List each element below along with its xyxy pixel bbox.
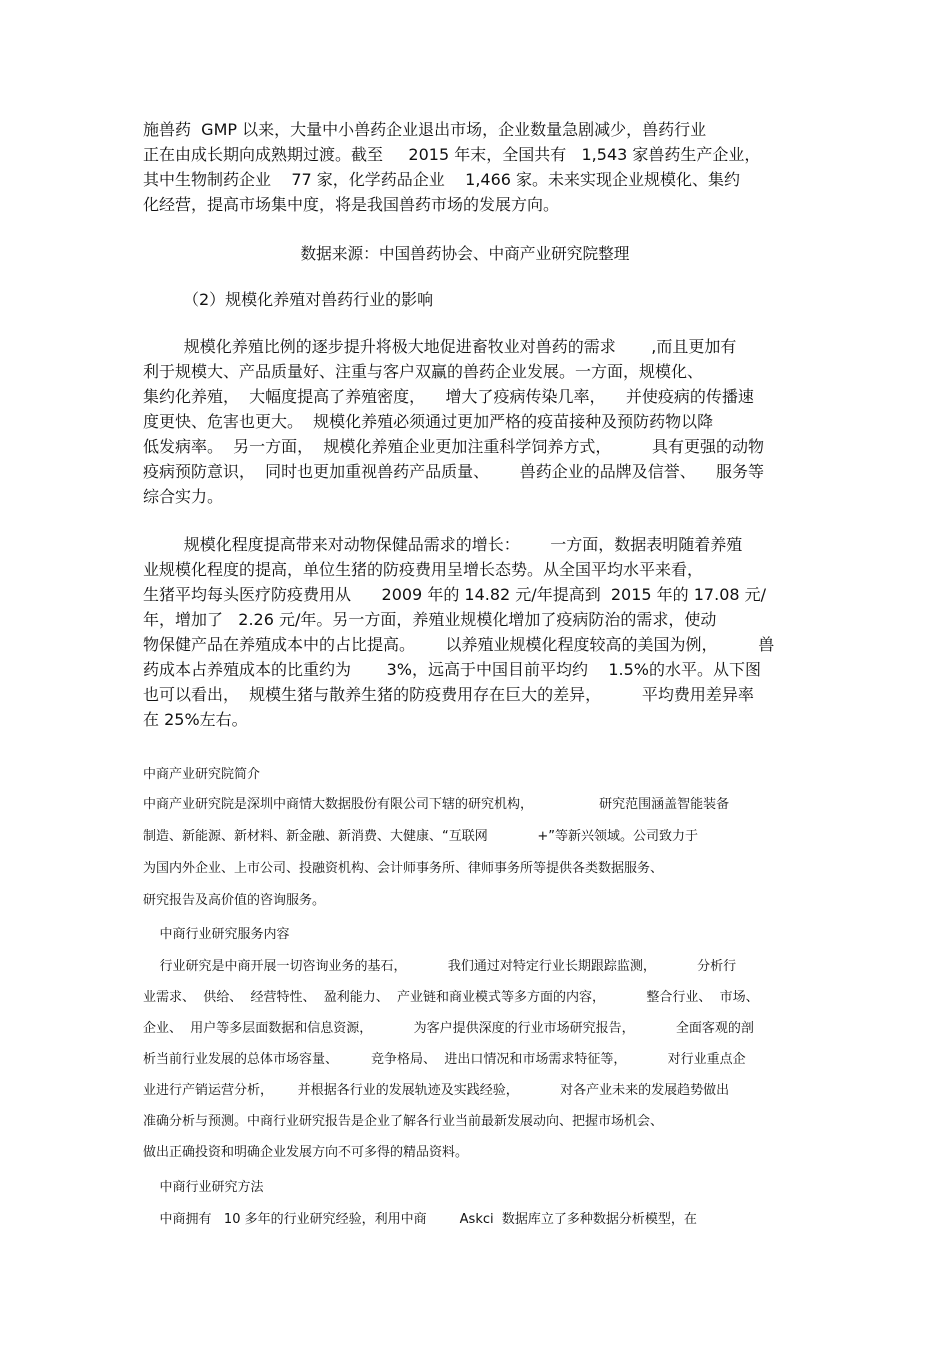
text-line: 正在由成长期向成熟期过渡。截至 2015 年末，全国共有 1,543 家兽药生产企业， xyxy=(143,145,761,164)
text-line: 利于规模大、产品质量好、注重与客户双赢的兽药企业发展。一方面，规模化、 xyxy=(143,362,704,381)
text-line: 年，增加了 2.26 元/年。另一方面，养殖业规模化增加了疫病防治的需求，使动 xyxy=(143,610,717,629)
section-heading: （2）规模化养殖对兽药行业的影响 xyxy=(183,290,434,309)
text-line: 综合实力。 xyxy=(143,487,224,506)
text-line: 物保健产品在养殖成本中的占比提高。 以养殖业规模化程度较高的美国为例， 兽 xyxy=(143,635,775,654)
text-line: 业进行产销运营分析， 并根据各行业的发展轨迹及实践经验， 对各产业未来的发展趋势做出 xyxy=(143,1083,730,1098)
text-line: 化经营，提高市场集中度，将是我国兽药市场的发展方向。 xyxy=(143,195,560,214)
institute-title: 中商产业研究院简介 xyxy=(143,767,261,782)
text-line: 集约化养殖， 大幅度提高了养殖密度， 增大了疫病传染几率， 并使疫病的传播速 xyxy=(143,387,754,406)
text-line: 疫病预防意识， 同时也更加重视兽药产品质量、 兽药企业的品牌及信誉、 服务等 xyxy=(143,462,765,481)
text-line: 中商产业研究院是深圳中商情大数据股份有限公司下辖的研究机构， 研究范围涵盖智能装备 xyxy=(143,797,730,812)
text-line: 其中生物制药企业 77 家，化学药品企业 1,466 家。未来实现企业规模化、集约 xyxy=(143,170,741,189)
text-line: 行业研究是中商开展一切咨询业务的基石， 我们通过对特定行业长期跟踪监测， 分析行 xyxy=(143,959,737,974)
text-line: 规模化程度提高带来对动物保健品需求的增长： 一方面，数据表明随着养殖 xyxy=(143,535,743,554)
text-line: 低发病率。 另一方面， 规模化养殖企业更加注重科学饲养方式， 具有更强的动物 xyxy=(143,437,765,456)
service-title: 中商行业研究服务内容 xyxy=(143,927,290,942)
text-line: 企业、 用户等多层面数据和信息资源， 为客户提供深度的行业市场研究报告， 全面客观的剖 xyxy=(143,1021,754,1036)
text-line: 在 25%左右。 xyxy=(143,710,248,729)
text-line: 做出正确投资和明确企业发展方向不可多得的精品资料。 xyxy=(143,1145,469,1160)
text-line: 度更快、危害也更大。 规模化养殖必须通过更加严格的疫苗接种及预防药物以降 xyxy=(143,412,714,431)
text-line: 也可以看出， 规模生猪与散养生猪的防疫费用存在巨大的差异， 平均费用差异率 xyxy=(143,685,754,704)
text-line: 中商拥有 10 多年的行业研究经验，利用中商 Askci 数据库立了多种数据分析模型，在 xyxy=(143,1212,697,1227)
text-line: 研究报告及高价值的咨询服务。 xyxy=(143,893,326,908)
text-line: 施兽药 GMP 以来，大量中小兽药企业退出市场，企业数量急剧减少，兽药行业 xyxy=(143,120,707,139)
text-line: 业规模化程度的提高，单位生猪的防疫费用呈增长态势。从全国平均水平来看， xyxy=(143,560,704,579)
text-line: 为国内外企业、上市公司、投融资机构、会计师事务所、律师事务所等提供各类数据服务、 xyxy=(143,861,664,876)
text-line: 规模化养殖比例的逐步提升将极大地促进畜牧业对兽药的需求 ,而且更加有 xyxy=(143,337,737,356)
text-line: 业需求、 供给、 经营特性、 盈利能力、 产业链和商业模式等多方面的内容， 整合行业、 市场、 xyxy=(143,990,759,1005)
text-line: 制造、新能源、新材料、新金融、新消费、大健康、“互联网 +”等新兴领域。公司致力于 xyxy=(143,829,698,844)
method-title: 中商行业研究方法 xyxy=(143,1180,264,1195)
text-line: 准确分析与预测。中商行业研究报告是企业了解各行业当前最新发展动向、把握市场机会、 xyxy=(143,1114,664,1129)
text-line: 生猪平均每头医疗防疫费用从 2009 年的 14.82 元/年提高到 2015 年的 17.08 元/ xyxy=(143,585,767,604)
text-line: 药成本占养殖成本的比重约为 3%，远高于中国目前平均约 1.5%的水平。从下图 xyxy=(143,660,761,679)
text-line: 析当前行业发展的总体市场容量、 竞争格局、 进出口情况和市场需求特征等， 对行业重点企 xyxy=(143,1052,746,1067)
source-note: 数据来源：中国兽药协会、中商产业研究院整理 xyxy=(300,244,630,263)
